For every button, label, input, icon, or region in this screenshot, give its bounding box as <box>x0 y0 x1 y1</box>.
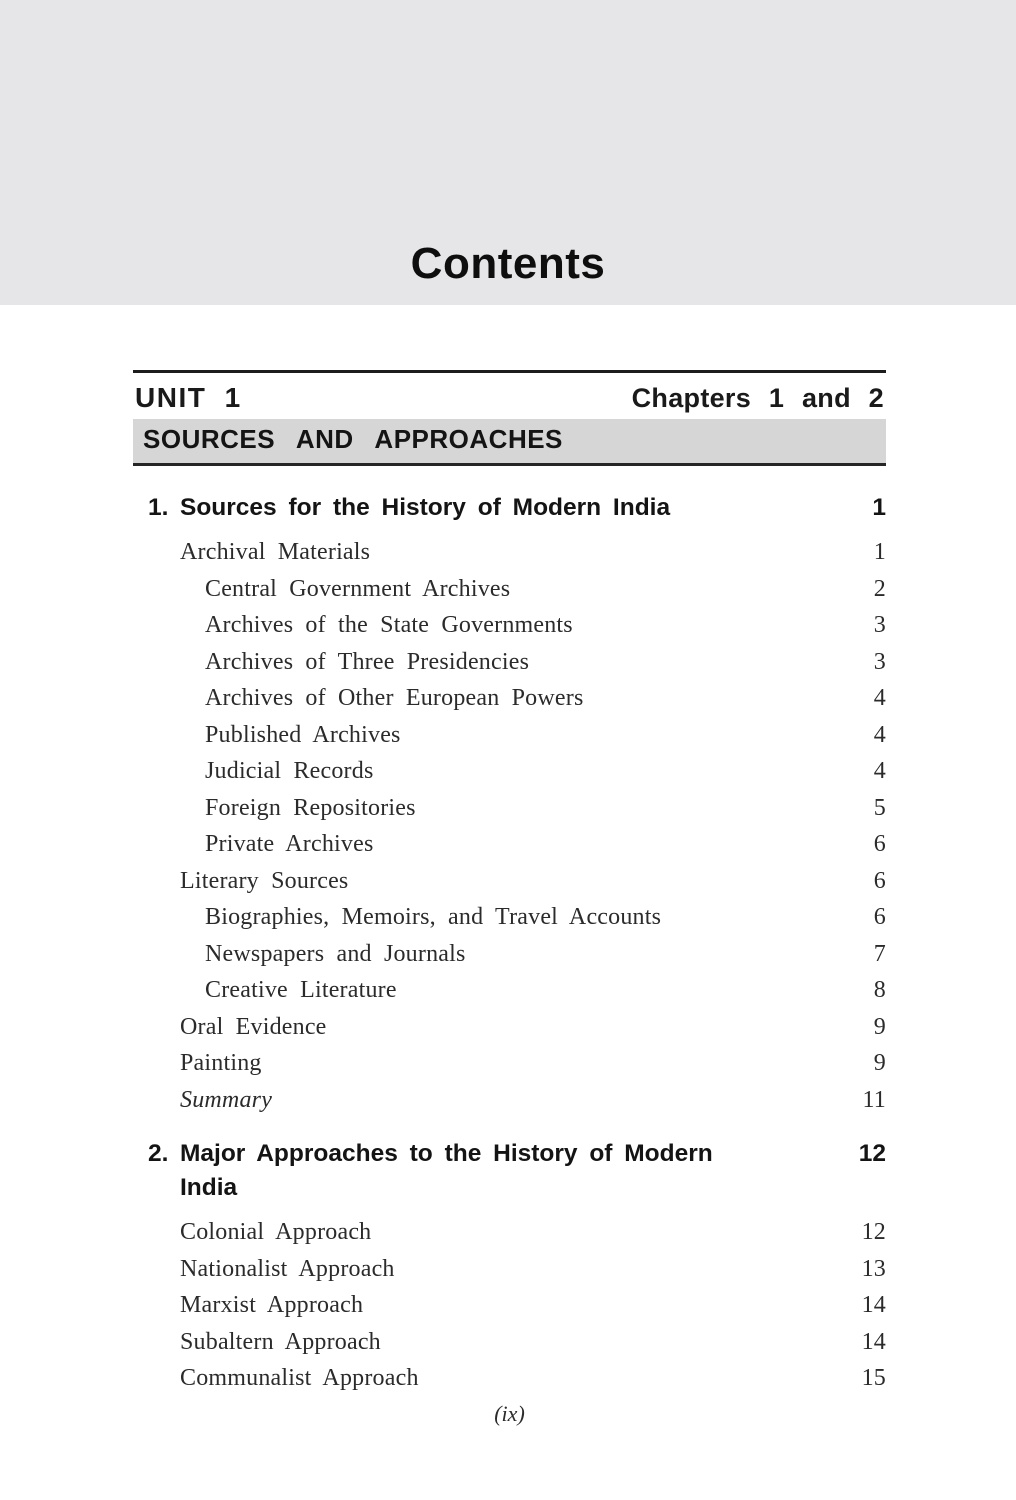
toc-entry <box>133 571 886 608</box>
entry-label: Marxist Approach <box>180 1292 364 1318</box>
entry-label: Creative Literature <box>205 977 397 1003</box>
chapter-title: Major Approaches to the History of Modern India <box>180 1140 713 1201</box>
entry-page-number: 6 <box>873 904 886 930</box>
toc-entry <box>133 790 886 827</box>
toc-entry <box>133 1082 886 1119</box>
entry-label: Private Archives <box>205 831 374 857</box>
toc-entry <box>133 1009 886 1046</box>
entry-label: Judicial Records <box>205 758 374 784</box>
entry-page-number: 4 <box>873 758 886 784</box>
entry-page-number: 13 <box>861 1255 886 1282</box>
entry-page-number: 3 <box>873 648 886 675</box>
entry-page-number: 11 <box>862 1086 886 1113</box>
entry-label: Archives of Other European Powers <box>205 685 584 711</box>
chapter-number: 2. <box>148 1140 169 1167</box>
entry-page-number: 1 <box>873 539 886 565</box>
toc-entry <box>133 753 886 790</box>
page-title: Contents <box>410 239 606 288</box>
entry-label: Summary <box>180 1086 273 1113</box>
toc-entry <box>133 1214 886 1251</box>
entry-page-number: 15 <box>861 1365 886 1391</box>
header-band <box>0 0 1016 305</box>
entry-label: Communalist Approach <box>180 1365 419 1391</box>
entry-page-number: 14 <box>861 1292 886 1318</box>
entry-page-number: 7 <box>873 940 886 967</box>
entry-page-number: 4 <box>873 685 886 711</box>
chapter-row <box>133 1137 886 1205</box>
toc-entry <box>133 863 886 900</box>
entry-page-number: 6 <box>873 831 886 857</box>
toc-entry <box>133 1324 886 1361</box>
entry-label: Newspapers and Journals <box>205 940 466 967</box>
toc-entry <box>133 644 886 681</box>
toc-list <box>133 466 886 1397</box>
toc-entry <box>133 1251 886 1288</box>
toc-page <box>133 370 886 1427</box>
entry-page-number: 9 <box>873 1050 886 1076</box>
toc-entry <box>133 717 886 754</box>
toc-entry <box>133 680 886 717</box>
entry-label: Published Archives <box>205 721 401 748</box>
entry-label: Foreign Repositories <box>205 794 416 821</box>
toc-entry <box>133 826 886 863</box>
entry-page-number: 12 <box>861 1219 886 1245</box>
entry-page-number: 2 <box>873 575 886 602</box>
entry-label: Central Government Archives <box>205 575 511 602</box>
folio-page-marker: (ix) <box>494 1400 525 1426</box>
entry-page-number: 5 <box>873 794 886 821</box>
entry-label: Oral Evidence <box>180 1013 327 1040</box>
entry-label: Subaltern Approach <box>180 1328 381 1355</box>
chapter-page-number: 1 <box>872 494 886 521</box>
chapter-page-number: 12 <box>858 1140 886 1167</box>
chapter-title: Sources for the History of Modern India <box>180 494 671 521</box>
entry-page-number: 9 <box>873 1013 886 1040</box>
toc-entry <box>133 607 886 644</box>
unit-label: UNIT 1 <box>135 382 242 413</box>
entry-page-number: 14 <box>861 1328 886 1355</box>
unit-title-bar: SOURCES AND APPROACHES <box>133 419 886 466</box>
toc-entry <box>133 936 886 973</box>
entry-page-number: 8 <box>873 977 886 1003</box>
toc-entry <box>133 1360 886 1397</box>
toc-entry <box>133 534 886 571</box>
chapter-row <box>133 491 886 525</box>
chapters-label: Chapters 1 and 2 <box>631 383 884 413</box>
entry-label: Archives of Three Presidencies <box>205 648 530 675</box>
toc-entry <box>133 1287 886 1324</box>
entry-label: Biographies, Memoirs, and Travel Accounts <box>205 904 662 930</box>
entry-label: Archival Materials <box>180 539 371 565</box>
entry-label: Nationalist Approach <box>180 1255 395 1282</box>
chapter-number: 1. <box>148 494 169 521</box>
entry-page-number: 3 <box>873 612 886 638</box>
entry-label: Colonial Approach <box>180 1219 372 1245</box>
entry-page-number: 4 <box>873 721 886 748</box>
toc-entry <box>133 972 886 1009</box>
entry-label: Literary Sources <box>180 867 349 894</box>
toc-entry <box>133 899 886 936</box>
entry-label: Painting <box>180 1050 262 1076</box>
entry-page-number: 6 <box>873 867 886 894</box>
unit-header-row <box>133 370 886 419</box>
entry-label: Archives of the State Governments <box>205 612 573 638</box>
toc-entry <box>133 1045 886 1082</box>
